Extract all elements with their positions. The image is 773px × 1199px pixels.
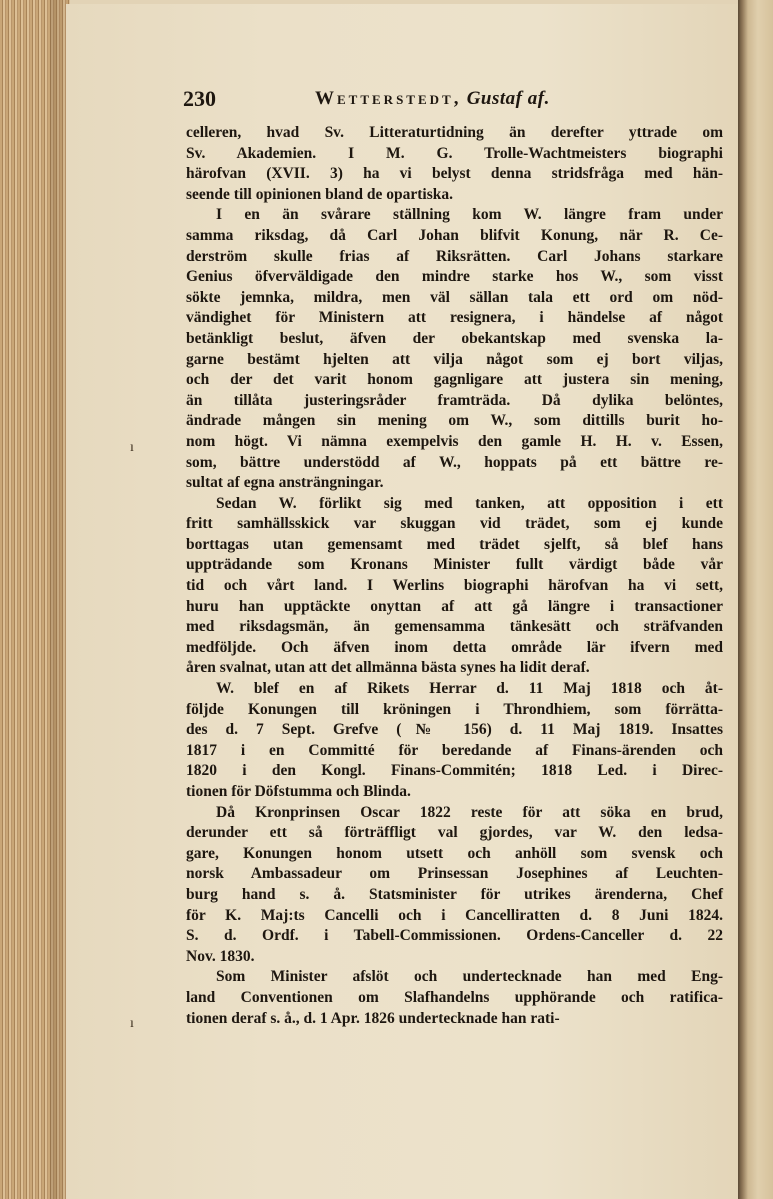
text-line: tionen deraf s. å., d. 1 Apr. 1826 undertecknade han rati- bbox=[186, 1009, 560, 1027]
text-line: norsk Ambassadeur om Prinsessan Josephines af Leuchten- bbox=[186, 865, 723, 883]
running-head bbox=[183, 86, 613, 116]
text-line: land Conventionen om Slafhandelns upphörande och ratifica- bbox=[186, 988, 723, 1006]
running-head-title bbox=[315, 88, 550, 110]
text-line: betänkligt beslut, äfven der obekantskap med svenska la- bbox=[186, 329, 723, 347]
paragraph bbox=[186, 679, 723, 803]
text-line: härofvan (XVII. 3) ha vi belyst denna stridsfråga med hän- bbox=[186, 165, 723, 183]
text-line: Nov. 1830. bbox=[186, 947, 255, 965]
text-line: W. blef en af Rikets Herrar d. 11 Maj 1818 och åt- bbox=[216, 680, 723, 698]
text-line: nom högt. Vi nämna exempelvis den gamle H. H. v. Essen, bbox=[186, 432, 723, 450]
text-line: huru han upptäckte onyttan af att gå längre i transactioner bbox=[186, 597, 723, 615]
paragraph bbox=[186, 803, 723, 968]
paragraph bbox=[186, 123, 723, 205]
text-line: 1820 i den Kongl. Finans-Commitén; 1818 Led. i Direc- bbox=[186, 762, 723, 780]
text-line: uppträdande som Kronans Minister fullt värdigt både vår bbox=[186, 556, 723, 574]
text-line: fritt samhällsskick var skuggan vid trädet, som ej kunde bbox=[186, 515, 723, 533]
text-line: sökte jemnka, mildra, men väl sällan tala ett ord om nöd- bbox=[186, 288, 723, 306]
text-line: med riksdagsmän, än gemensamma tänkesätt och sträfvanden bbox=[186, 618, 723, 636]
text-line: gare, Konungen honom utsett och anhöll som svensk och bbox=[186, 844, 723, 862]
text-line: samma riksdag, då Carl Johan blifvit Konung, när R. Ce- bbox=[186, 226, 723, 244]
text-line: S. d. Ordf. i Tabell-Commissionen. Ordens-Canceller d. 22 bbox=[186, 927, 723, 945]
running-head-given-name: Gustaf af. bbox=[466, 88, 550, 109]
text-line: derunder ett så förträffligt val gjordes, var W. den ledsa- bbox=[186, 824, 723, 842]
book-gutter bbox=[738, 0, 773, 1199]
text-line: åren svalnat, utan att det allmänna bästa synes ha lidit deraf. bbox=[186, 659, 590, 677]
text-line: tid och vårt land. I Werlins biographi härofvan ha vi sett, bbox=[186, 577, 723, 595]
text-line: tionen för Döfstumma och Blinda. bbox=[186, 783, 411, 800]
text-line: medföljde. Och äfven inom detta område lär ifvern med bbox=[186, 638, 723, 656]
text-line: och der det varit honom gagnligare att justera sin mening, bbox=[186, 371, 723, 389]
text-line: Sv. Akademien. I M. G. Trolle-Wachtmeisters biographi bbox=[186, 144, 723, 162]
text-line: seende till opinionen bland de opartiska. bbox=[186, 185, 454, 203]
text-line: 1817 i en Committé för beredande af Finans-ärenden och bbox=[186, 741, 723, 759]
text-line: sultat af egna ansträngningar. bbox=[186, 474, 384, 492]
text-line: Som Minister afslöt och undertecknade han med Eng- bbox=[216, 968, 723, 986]
body-text bbox=[186, 123, 723, 1029]
margin-mark: ı bbox=[130, 440, 134, 455]
text-line: garne bestämt hjelten att vilja något som ej bort viljas, bbox=[186, 350, 723, 368]
text-line: för K. Maj:ts Cancelli och i Cancelliratten d. 8 Juni 1824. bbox=[186, 906, 723, 924]
text-line: än tillåta justeringsråder framträda. Då dylika belöntes, bbox=[186, 391, 723, 409]
paragraph bbox=[186, 494, 723, 679]
text-line: ändrade mången sin mening om W., som dittills burit ho- bbox=[186, 412, 723, 430]
text-line: som, bättre understödd af W., hoppats på ett bättre re- bbox=[186, 453, 723, 471]
margin-mark: ı bbox=[130, 1016, 134, 1031]
page-number: 230 bbox=[183, 86, 216, 111]
text-line: Sedan W. förlikt sig med tanken, att opposition i ett bbox=[216, 494, 723, 512]
text-line: vändighet för Ministern att resignera, i händelse af något bbox=[186, 309, 723, 327]
running-head-surname: Wetterstedt, bbox=[315, 88, 462, 109]
paragraph bbox=[186, 205, 723, 493]
text-line: I en än svårare ställning kom W. längre fram under bbox=[216, 206, 723, 224]
text-line: celleren, hvad Sv. Litteraturtidning än derefter yttrade om bbox=[186, 124, 723, 141]
text-line: des d. 7 Sept. Grefve (№ 156) d. 11 Maj 1819. Insattes bbox=[186, 721, 723, 739]
text-line: burg hand s. å. Statsminister för utrikes ärenderna, Chef bbox=[186, 885, 723, 903]
text-line: Genius öfverväldigade den mindre starke hos W., som visst bbox=[186, 268, 723, 286]
paragraph bbox=[186, 967, 723, 1029]
text-line: derström skulle frias af Riksrätten. Carl Johans starkare bbox=[186, 247, 723, 265]
text-line: följde Konungen till kröningen i Throndhiem, som förrätta- bbox=[186, 700, 723, 718]
text-line: Då Kronprinsen Oscar 1822 reste för att söka en brud, bbox=[216, 803, 723, 821]
text-line: borttagas utan gemensamt med trädet sjelft, så blef hans bbox=[186, 535, 723, 553]
